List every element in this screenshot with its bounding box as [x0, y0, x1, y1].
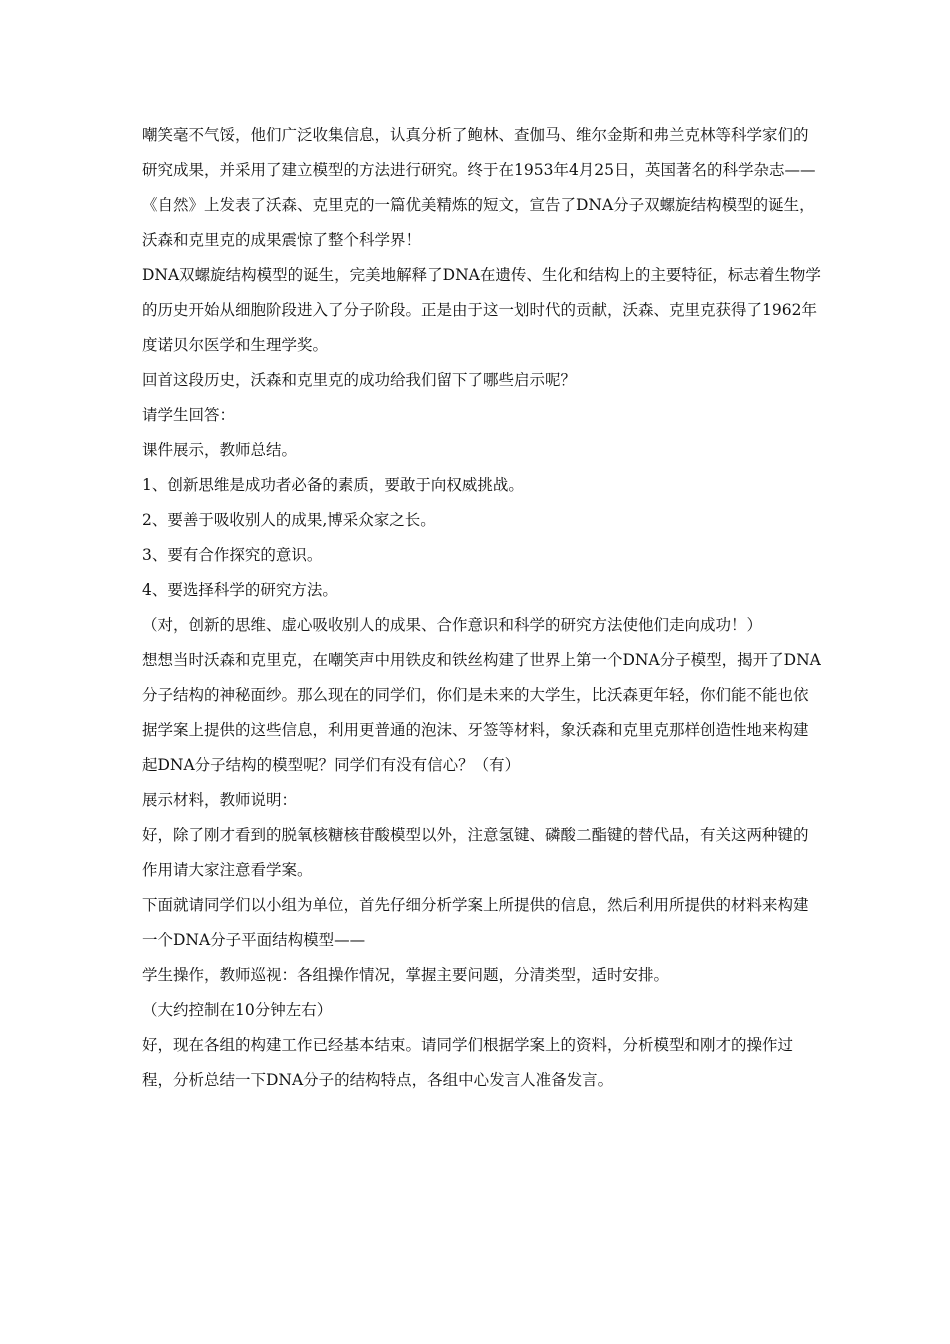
paragraph-student-operation: 学生操作，教师巡视：各组操作情况，掌握主要问题，分清类型，适时安排。: [142, 966, 670, 984]
paragraph-show-materials: 展示材料，教师说明：: [142, 791, 298, 809]
list-item-4: 4、要选择科学的研究方法。: [142, 581, 338, 599]
list-item-3: 3、要有合作探究的意识。: [142, 546, 323, 564]
paragraph-group-task: 下面就请同学们以小组为单位，首先仔细分析学案上所提供的信息，然后利用所提供的材料来构建一个DNA分子平面结构模型——: [142, 896, 809, 949]
paragraph-success-summary: （对，创新的思维、虚心吸收别人的成果、合作意识和科学的研究方法使他们走向成功！）: [142, 616, 763, 634]
paragraph-student-answer: 请学生回答：: [142, 406, 236, 424]
list-item-1: 1、创新思维是成功者必备的素质，要敢于向权威挑战。: [142, 476, 524, 494]
paragraph-double-helix-significance: DNA双螺旋结构模型的诞生，完美地解释了DNA在遗传、生化和结构上的主要特征，标志着生物学的历史开始从细胞阶段进入了分子阶段。正是由于这一划时代的贡献，沃森、克里克获得了1962年度诺贝尔医学和生理学奖。: [142, 266, 821, 354]
list-item-2: 2、要善于吸收别人的成果,博采众家之长。: [142, 511, 436, 529]
paragraph-teacher-summary: 课件展示，教师总结。: [142, 441, 298, 459]
paragraph-bond-substitutes: 好，除了刚才看到的脱氧核糖核苷酸模型以外，注意氢键、磷酸二酯键的替代品，有关这两种键的作用请大家注意看学案。: [142, 826, 809, 879]
paragraph-model-building-intro: 想想当时沃森和克里克，在嘲笑声中用铁皮和铁丝构建了世界上第一个DNA分子模型，揭开了DNA分子结构的神秘面纱。那么现在的同学们，你们是未来的大学生，比沃森更年轻，你们能不能也依据学案上提供的这些信息，利用更普通的泡沫、牙签等材料，象沃森和克里克那样创造性地来构建起DNA分子结构的模型呢？同学们有没有信心？（有）: [142, 651, 821, 774]
document-body: [142, 118, 822, 1098]
paragraph-conclusion: 好，现在各组的构建工作已经基本结束。请同学们根据学案上的资料，分析模型和刚才的操作过程，分析总结一下DNA分子的结构特点，各组中心发言人准备发言。: [142, 1036, 794, 1089]
paragraph-reflection-question: 回首这段历史，沃森和克里克的成功给我们留下了哪些启示呢？: [142, 371, 577, 389]
paragraph-watson-crick-research: 嘲笑毫不气馁，他们广泛收集信息，认真分析了鲍林、查伽马、维尔金斯和弗兰克林等科学家们的研究成果，并采用了建立模型的方法进行研究。终于在1953年4月25日，英国著名的科学杂志——《自然》上发表了沃森、克里克的一篇优美精炼的短文，宣告了DNA分子双螺旋结构模型的诞生，沃森和克里克的成果震惊了整个科学界！: [142, 126, 816, 249]
paragraph-time-limit: （大约控制在10分钟左右）: [142, 1001, 333, 1019]
